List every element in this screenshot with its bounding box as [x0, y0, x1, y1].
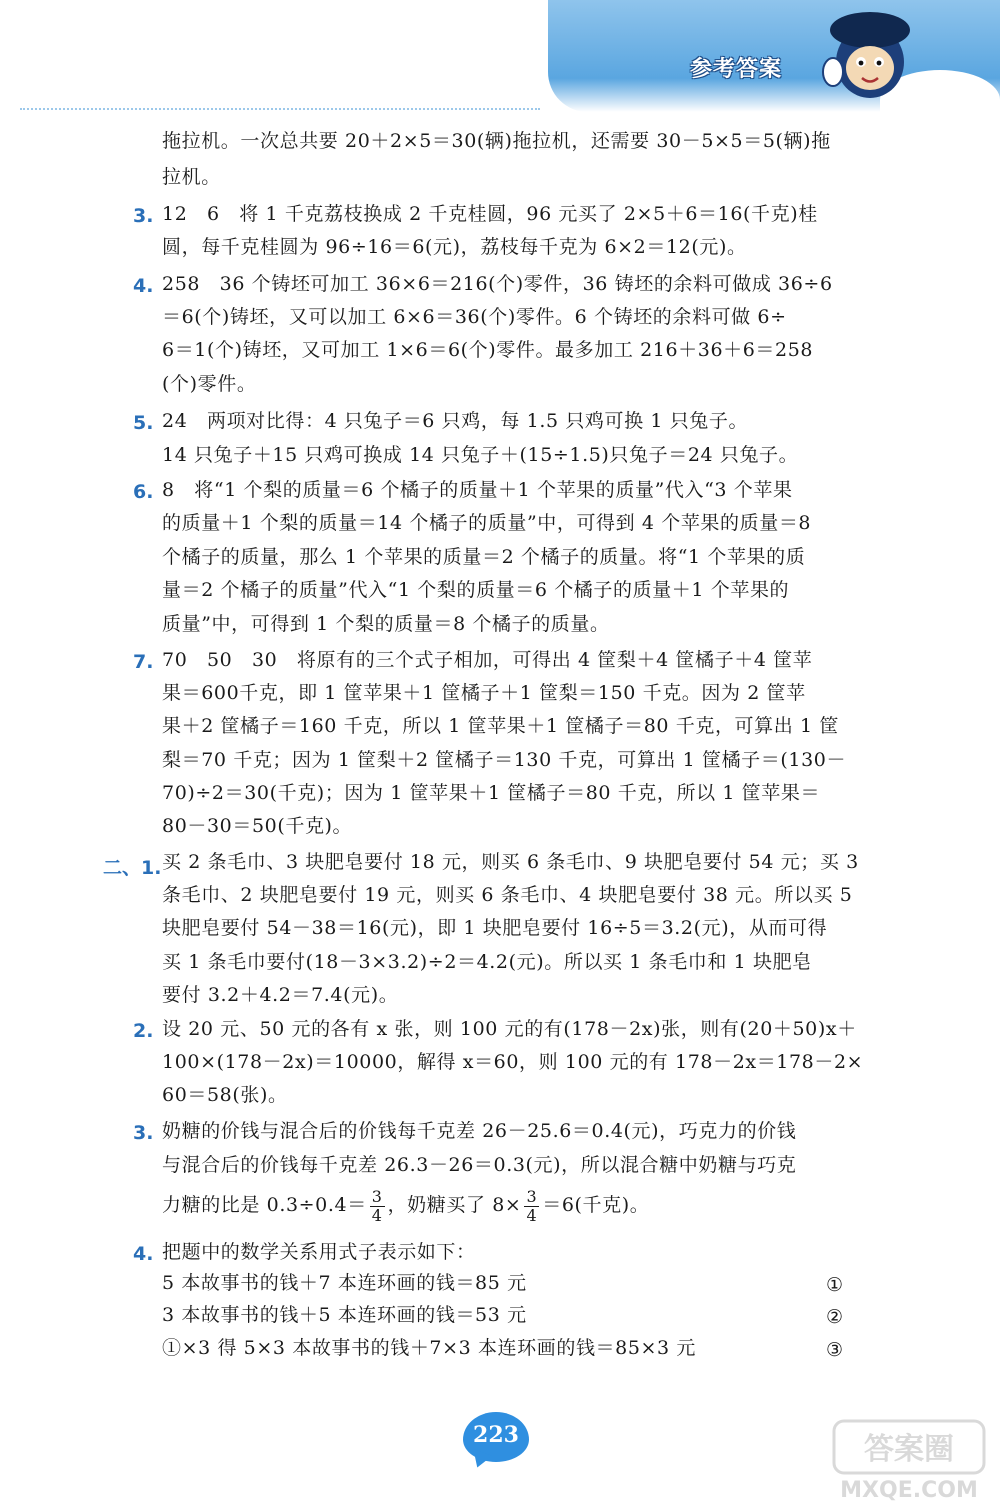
- page-number: 223: [473, 1422, 519, 1448]
- text-line: 梨＝70 千克；因为 1 筐梨＋2 筐橘子＝130 千克，可算出 1 筐橘子＝(130－: [162, 749, 847, 771]
- text-line: 拖拉机。一次总共要 20＋2×5＝30(辆)拖拉机，还需要 30－5×5＝5(辆)拖: [162, 130, 831, 152]
- item-number: 4.: [133, 1243, 154, 1265]
- item-number: 3.: [133, 205, 154, 227]
- text-line: 设 20 元、50 元的各有 x 张，则 100 元的有(178－2x)张，则有(20＋50)x＋: [162, 1018, 857, 1040]
- text-line: 圆，每千克桂圆为 96÷16＝6(元)，荔枝每千克为 6×2＝12(元)。: [162, 236, 747, 258]
- item-number: 二、1.: [103, 857, 162, 879]
- text-line: ＝6(个)铸坯，又可以加工 6×6＝36(个)零件。6 个铸坯的余料可做 6÷: [162, 306, 787, 328]
- text-line: 果＋2 筐橘子＝160 千克，所以 1 筐苹果＋1 筐橘子＝80 千克，可算出 1 筐: [162, 715, 839, 737]
- item-number: 3.: [133, 1122, 154, 1144]
- equation-marker: ②: [826, 1306, 844, 1328]
- text-line: 258 36 个铸坯可加工 36×6＝216(个)零件，36 铸坯的余料可做成 36÷6: [162, 273, 833, 295]
- text-segment: ＝6(千克)。: [542, 1194, 650, 1217]
- text-line: 果＝600千克，即 1 筐苹果＋1 筐橘子＋1 筐梨＝150 千克。因为 2 筐苹: [162, 682, 806, 704]
- text-line: 的质量＋1 个梨的质量＝14 个橘子的质量”中，可得到 4 个苹果的质量＝8: [162, 512, 812, 534]
- text-line: 条毛巾、2 块肥皂要付 19 元，则买 6 条毛巾、4 块肥皂要付 38 元。所以买 5: [162, 884, 853, 906]
- text-line: 24 两项对比得：4 只兔子＝6 只鸡，每 1.5 只鸡可换 1 只兔子。: [162, 410, 749, 432]
- fraction: [370, 1188, 385, 1224]
- item-number: 7.: [133, 651, 154, 673]
- fraction-denominator: 4: [526, 1205, 538, 1225]
- text-line: 把题中的数学关系用式子表示如下：: [162, 1241, 476, 1263]
- text-line: 量＝2 个橘子的质量”代入“1 个梨的质量＝6 个橘子的质量＋1 个苹果的: [162, 579, 790, 601]
- text-line: 70 50 30 将原有的三个式子相加，可得出 4 筐梨＋4 筐橘子＋4 筐苹: [162, 649, 813, 671]
- text-line: 12 6 将 1 千克荔枝换成 2 千克桂圆，96 元买了 2×5＋6＝16(千克)桂: [162, 203, 818, 225]
- fraction-denominator: 4: [371, 1205, 383, 1225]
- text-segment: 力糖的比是 0.3÷0.4＝: [162, 1194, 367, 1217]
- text-line: 100×(178－2x)＝10000，解得 x＝60，则 100 元的有 178－2x＝178－2×: [162, 1051, 864, 1073]
- text-line: 5 本故事书的钱＋7 本连环画的钱＝85 元: [162, 1272, 527, 1294]
- fraction-numerator: 3: [371, 1187, 383, 1206]
- text-line: 质量”中，可得到 1 个梨的质量＝8 个橘子的质量。: [162, 613, 610, 635]
- equation-marker: ③: [826, 1339, 844, 1361]
- watermark-logo: [830, 1415, 990, 1505]
- text-line-with-fractions: [162, 1188, 649, 1224]
- item-number: 4.: [133, 275, 154, 297]
- header-divider: [20, 108, 540, 110]
- fraction-numerator: 3: [526, 1187, 538, 1206]
- text-line: 买 2 条毛巾、3 块肥皂要付 18 元，则买 6 条毛巾、9 块肥皂要付 54 元；买 3: [162, 851, 859, 873]
- text-line: 60＝58(张)。: [162, 1084, 288, 1106]
- item-number: 6.: [133, 481, 154, 503]
- text-line: 要付 3.2＋4.2＝7.4(元)。: [162, 984, 399, 1006]
- text-line: 3 本故事书的钱＋5 本连环画的钱＝53 元: [162, 1304, 527, 1326]
- mascot-illustration: [815, 2, 925, 107]
- text-line: 80－30＝50(千克)。: [162, 815, 353, 837]
- text-line: 70)÷2＝30(千克)；因为 1 筐苹果＋1 筐橘子＝80 千克，所以 1 筐苹果＝: [162, 782, 821, 804]
- text-line: 块肥皂要付 54－38＝16(元)，即 1 块肥皂要付 16÷5＝3.2(元)，从而可得: [162, 917, 828, 939]
- text-line: 奶糖的价钱与混合后的价钱每千克差 26－25.6＝0.4(元)，巧克力的价钱: [162, 1120, 797, 1142]
- equation-marker: ①: [826, 1274, 844, 1296]
- text-line: 与混合后的价钱每千克差 26.3－26＝0.3(元)，所以混合糖中奶糖与巧克: [162, 1154, 797, 1176]
- text-line: 买 1 条毛巾要付(18－3×3.2)÷2＝4.2(元)。所以买 1 条毛巾和 1 块肥皂: [162, 951, 812, 973]
- item-number: 5.: [133, 412, 154, 434]
- text-line: 14 只兔子＋15 只鸡可换成 14 只兔子＋(15÷1.5)只兔子＝24 只兔子。: [162, 444, 799, 466]
- text-line: 个橘子的质量，那么 1 个苹果的质量＝2 个橘子的质量。将“1 个苹果的质: [162, 546, 806, 568]
- text-line: ①×3 得 5×3 本故事书的钱＋7×3 本连环画的钱＝85×3 元: [162, 1337, 696, 1359]
- text-line: (个)零件。: [162, 373, 257, 395]
- text-line: 6＝1(个)铸坯，又可加工 1×6＝6(个)零件。最多加工 216＋36＋6＝258: [162, 339, 814, 361]
- text-segment: ，奶糖买了 8×: [387, 1194, 522, 1217]
- header-title: 参考答案: [690, 57, 783, 82]
- fraction: [524, 1188, 539, 1224]
- text-line: 拉机。: [162, 166, 221, 188]
- svg-text:MXQE.COM: MXQE.COM: [840, 1478, 978, 1503]
- item-number: 2.: [133, 1020, 154, 1042]
- text-line: 8 将“1 个梨的质量＝6 个橘子的质量＋1 个苹果的质量”代入“3 个苹果: [162, 479, 793, 501]
- svg-text:答案圈: 答案圈: [864, 1432, 954, 1467]
